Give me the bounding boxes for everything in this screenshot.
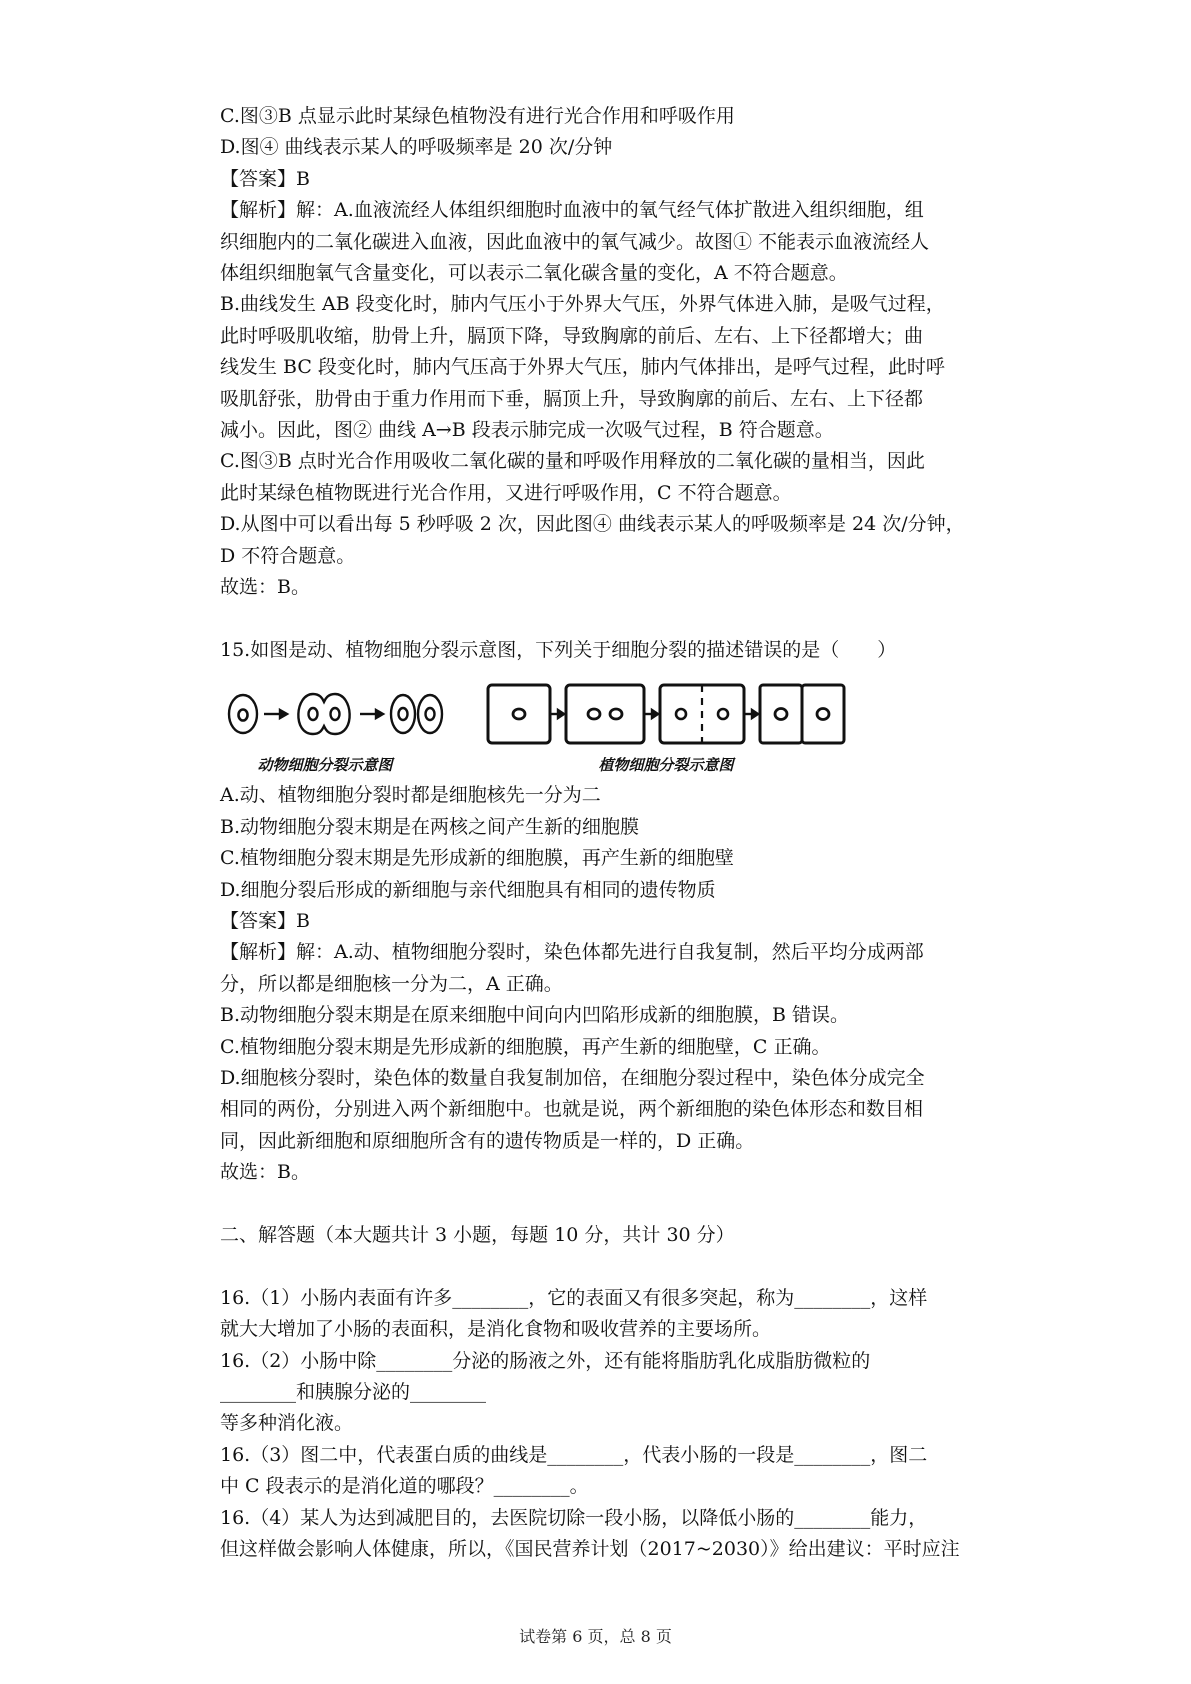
q16-line: 就大大增加了小肠的表面积，是消化食物和吸收营养的主要场所。 — [220, 1318, 772, 1341]
spacer — [220, 604, 1010, 635]
q15-answer: 【答案】B — [220, 909, 310, 932]
q14-analysis-line: 减小。因此，图② 曲线 A→B 段表示肺完成一次吸气过程，B 符合题意。 — [220, 419, 834, 442]
q14-analysis-line: 线发生 BC 段变化时，肺内气压高于外界大气压，肺内气体排出，是呼气过程，此时呼 — [220, 356, 945, 379]
animal-cell-diagram — [229, 694, 442, 734]
spacer — [220, 1251, 1010, 1282]
q15-analysis-line: 分，所以都是细胞核一分为二，A 正确。 — [220, 972, 563, 995]
q15-option-a: A.动、植物细胞分裂时都是细胞核先一分为二 — [220, 784, 601, 807]
q15-analysis-line: B.动物细胞分裂末期是在原来细胞中间向内凹陷形成新的细胞膜，B 错误。 — [220, 1004, 850, 1027]
q15-analysis-line: 同，因此新细胞和原细胞所含有的遗传物质是一样的，D 正确。 — [220, 1129, 755, 1152]
q15-option-d: D.细胞分裂后形成的新细胞与亲代细胞具有相同的遗传物质 — [220, 878, 716, 901]
plant-division-caption: 植物细胞分裂示意图 — [598, 756, 734, 775]
q16-line: 中 C 段表示的是消化道的哪段？________。 — [220, 1475, 589, 1498]
q15-analysis-line: 相同的两份，分别进入两个新细胞中。也就是说，两个新细胞的染色体形态和数目相 — [220, 1098, 924, 1121]
q14-analysis-line: 此时某绿色植物既进行光合作用，又进行呼吸作用，C 不符合题意。 — [220, 481, 792, 504]
q14-analysis-line: 此时呼吸肌收缩，肋骨上升，膈顶下降，导致胸廓的前后、左右、上下径都增大；曲 — [220, 324, 924, 347]
q14-analysis-line: 体组织细胞氧气含量变化，可以表示二氧化碳含量的变化，A 不符合题意。 — [220, 262, 848, 285]
q16-line: 16.（3）图二中，代表蛋白质的曲线是________，代表小肠的一段是________，图二 — [220, 1443, 928, 1466]
q15-analysis-line: D.细胞核分裂时，染色体的数量自我复制加倍，在细胞分裂过程中，染色体分成完全 — [220, 1066, 925, 1089]
animal-division-caption: 动物细胞分裂示意图 — [257, 756, 393, 775]
q14-analysis-line: 织细胞内的二氧化碳进入血液，因此血液中的氧气减少。故图① 不能表示血液流经人 — [220, 230, 930, 253]
plant-cell-diagram — [488, 685, 844, 743]
cell-division-figure — [220, 670, 1010, 778]
q15-analysis-line: 【解析】解：A.动、植物细胞分裂时，染色体都先进行自我复制，然后平均分成两部 — [220, 941, 924, 964]
q14-analysis-line: D.从图中可以看出每 5 秒呼吸 2 次，因此图④ 曲线表示某人的呼吸频率是 24 次/分钟， — [220, 513, 965, 536]
cell-division-svg — [220, 670, 1010, 778]
q15-option-b: B.动物细胞分裂末期是在两核之间产生新的细胞膜 — [220, 815, 640, 838]
q16-line: 16.（2）小肠中除________分泌的肠液之外，还有能将脂肪乳化成脂肪微粒的 — [220, 1349, 871, 1372]
q15-analysis-line: C.植物细胞分裂末期是先形成新的细胞膜，再产生新的细胞壁，C 正确。 — [220, 1035, 831, 1058]
q14-analysis-line: C.图③B 点时光合作用吸收二氧化碳的量和呼吸作用释放的二氧化碳的量相当，因此 — [220, 450, 925, 473]
spacer — [220, 1189, 1010, 1220]
q14-analysis-line: D 不符合题意。 — [220, 544, 356, 567]
q14-answer: 【答案】B — [220, 167, 310, 190]
q16-line: 等多种消化液。 — [220, 1412, 354, 1435]
page-footer: 试卷第 6 页，总 8 页 — [519, 1627, 672, 1646]
q14-analysis-line: 吸肌舒张，肋骨由于重力作用而下垂，膈顶上升，导致胸廓的前后、左右、上下径都 — [220, 387, 924, 410]
q16-line: 16.（1）小肠内表面有许多________，它的表面又有很多突起，称为________，这样 — [220, 1286, 928, 1309]
q15-analysis — [220, 937, 1010, 1188]
section-heading: 二、解答题（本大题共计 3 小题，每题 10 分，共计 30 分） — [220, 1223, 735, 1246]
q16-block — [220, 1283, 1010, 1566]
q14-analysis-line: 故选：B。 — [220, 576, 310, 599]
q14-analysis-line: 【解析】解：A.血液流经人体组织细胞时血液中的氧气经气体扩散进入组织细胞，组 — [220, 199, 924, 222]
q14-analysis — [220, 195, 1010, 603]
q16-line: ________和胰腺分泌的________ — [220, 1380, 487, 1403]
q14-option-c: C.图③B 点显示此时某绿色植物没有进行光合作用和呼吸作用 — [220, 105, 735, 127]
q14-analysis-line: B.曲线发生 AB 段变化时，肺内气压小于外界大气压，外界气体进入肺，是吸气过程， — [220, 293, 945, 316]
q15-stem: 15.如图是动、植物细胞分裂示意图，下列关于细胞分裂的描述错误的是（ ） — [220, 638, 897, 661]
page-content — [220, 101, 1010, 1565]
q14-option-d: D.图④ 曲线表示某人的呼吸频率是 20 次/分钟 — [220, 136, 613, 159]
q16-line: 16.（4）某人为达到减肥目的，去医院切除一段小肠，以降低小肠的________能力， — [220, 1506, 928, 1529]
q15-option-c: C.植物细胞分裂末期是先形成新的细胞膜，再产生新的细胞壁 — [220, 847, 734, 870]
q16-line: 但这样做会影响人体健康，所以，《国民营养计划（2017~2030）》给出建议：平时应注 — [220, 1538, 960, 1561]
q15-analysis-line: 故选：B。 — [220, 1161, 310, 1184]
